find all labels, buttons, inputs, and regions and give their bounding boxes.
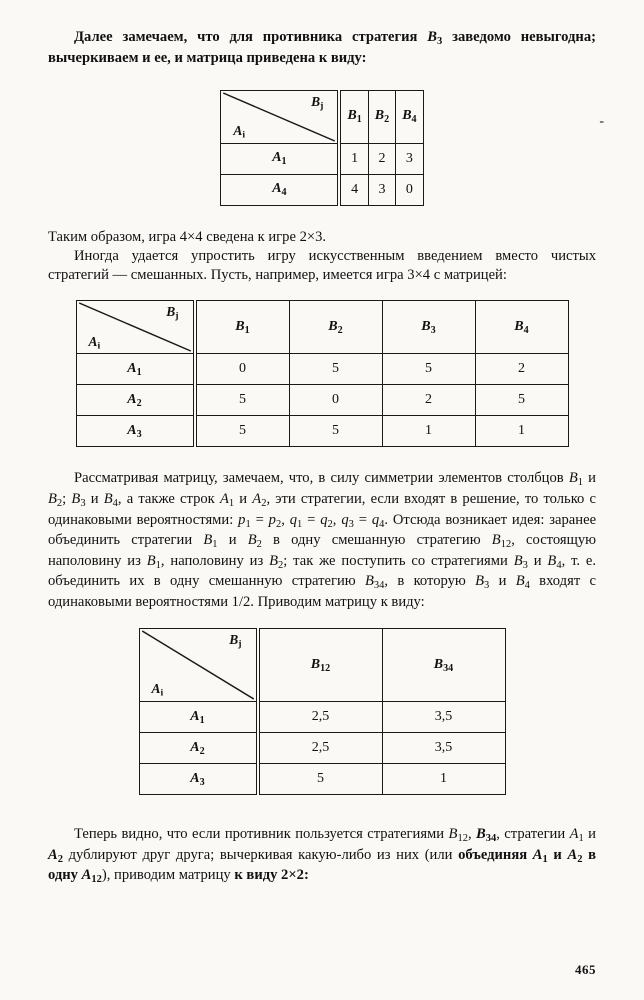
table-cell: 0 xyxy=(396,174,423,205)
table-cell: 2 xyxy=(475,354,568,385)
table-cell: 5 xyxy=(289,416,382,447)
corner-column-label: $B_j$ xyxy=(166,304,179,323)
header-corner-cell xyxy=(76,301,195,354)
table-cell: 3 xyxy=(368,174,395,205)
table-cell: 5 xyxy=(258,764,383,795)
table-row xyxy=(139,733,505,764)
margin-dash-mark: - xyxy=(599,113,604,129)
table-cell: 5 xyxy=(289,354,382,385)
table-cell: 5 xyxy=(195,385,290,416)
table-cell: 0 xyxy=(289,385,382,416)
table-matrix-3x4-wrapper xyxy=(48,300,596,447)
row-header: $A_1$ xyxy=(221,143,340,174)
corner-row-label: $A_i$ xyxy=(233,122,246,141)
table-matrix-3x2-wrapper xyxy=(48,628,596,795)
table-cell: 2,5 xyxy=(258,702,383,733)
table-cell: 1 xyxy=(475,416,568,447)
row-header: $A_3$ xyxy=(76,416,195,447)
table-cell: 3,5 xyxy=(382,702,505,733)
row-header: $A_2$ xyxy=(76,385,195,416)
table-cell: 5 xyxy=(475,385,568,416)
table-cell: 5 xyxy=(382,354,475,385)
row-header: $A_1$ xyxy=(76,354,195,385)
table-row xyxy=(221,174,423,205)
paragraph-5: Теперь видно, что если противник пользуется стратегиями $B_{12}$, $B_{34}$, стратегии $A_1$ и $A_2$ дублируют друг друга; вычеркивая какую-либо из них (или объединяя $A_1$ и $A_2$ в одну $A_{12}$), приводим матрицу к виду 2×2: xyxy=(48,826,596,886)
row-header: $A_1$ xyxy=(139,702,258,733)
table-cell: 0 xyxy=(195,354,290,385)
table-cell: 2 xyxy=(368,143,395,174)
column-header: $B_{34}$ xyxy=(382,629,505,702)
table-matrix-3x4 xyxy=(76,300,569,447)
table-cell: 4 xyxy=(339,174,368,205)
table-row xyxy=(139,702,505,733)
paragraph-2: Таким образом, игра 4×4 сведена к игре 2×3. xyxy=(48,228,327,245)
page-content xyxy=(48,28,604,887)
column-header: $B_{12}$ xyxy=(258,629,383,702)
table-row xyxy=(139,764,505,795)
table-matrix-3x2-mixed xyxy=(139,628,506,795)
table-row xyxy=(76,416,568,447)
paragraph-3: Иногда удается упростить игру искусственным введением вместо чистых стратегий — смешанных. Пусть, например, имеется игра 3×4 с матрицей: xyxy=(48,247,596,283)
table-cell: 3 xyxy=(396,143,423,174)
table-header-row xyxy=(221,90,423,143)
row-header: $A_2$ xyxy=(139,733,258,764)
corner-column-label: $B_j$ xyxy=(311,93,324,112)
table-header-row xyxy=(139,629,505,702)
column-header: $B_2$ xyxy=(289,301,382,354)
table-cell: 5 xyxy=(195,416,290,447)
column-header: $B_3$ xyxy=(382,301,475,354)
table-row xyxy=(76,385,568,416)
column-header: $B_1$ xyxy=(339,90,368,143)
table-cell: 1 xyxy=(382,764,505,795)
page-number: 465 xyxy=(575,962,596,977)
corner-row-label: $A_i$ xyxy=(151,681,164,699)
table-matrix-2x3-wrapper xyxy=(48,90,604,206)
table-cell: 3,5 xyxy=(382,733,505,764)
table-cell: 1 xyxy=(382,416,475,447)
corner-column-label: $B_j$ xyxy=(229,632,242,650)
row-header: $A_4$ xyxy=(221,174,340,205)
table-cell: 2 xyxy=(382,385,475,416)
column-header: $B_4$ xyxy=(396,90,423,143)
paragraph-4: Рассматривая матрицу, замечаем, что, в силу симметрии элементов столбцов $B_1$ и $B_2$; $B_3$ и $B_4$, а также строк $A_1$ и $A_2$, эти стратегии, если входят в решение, то только с одинаковыми вероятностями: $p_1 = p_2$, $q_1 = q_2$, $q_3 = q_4$. Отсюда возникает идея: заранее объединить стратегии $B_1$ и $B_2$ в одну смешанную стратегию $B_{12}$, состоящую наполовину из $B_1$, наполовину из $B_2$; так же поступить со стратегиями $B_3$ и $B_4$, т. е. объединить их в одну смешанную стратегию $B_{34}$, в которую $B_3$ и $B_4$ входят с одинаковыми вероятностями 1/2. Приводим матрицу к виду: xyxy=(48,470,597,611)
column-header: $B_4$ xyxy=(475,301,568,354)
header-corner-cell xyxy=(221,90,340,143)
row-header: $A_3$ xyxy=(139,764,258,795)
table-row xyxy=(76,354,568,385)
column-header: $B_1$ xyxy=(195,301,290,354)
corner-row-label: $A_i$ xyxy=(88,333,101,352)
paragraph-1: Далее замечаем, что для противника стратегия $B_3$ заведомо невыгодна; вычеркиваем и ее, и матрица приведена к виду: xyxy=(48,29,596,66)
column-header: $B_2$ xyxy=(368,90,395,143)
table-matrix-2x3 xyxy=(220,90,423,206)
table-cell: 2,5 xyxy=(258,733,383,764)
table-header-row xyxy=(76,301,568,354)
table-cell: 1 xyxy=(339,143,368,174)
table-row xyxy=(221,143,423,174)
header-corner-cell xyxy=(139,629,258,702)
